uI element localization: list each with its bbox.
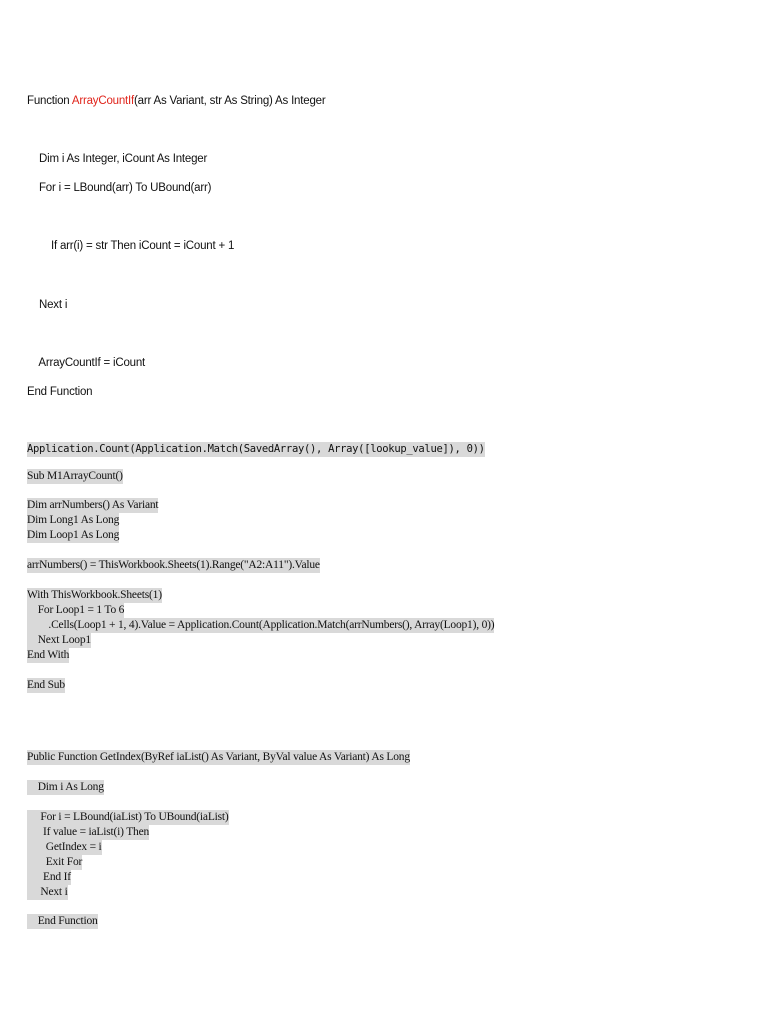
function-name: ArrayCountIf <box>71 95 135 107</box>
code-line: End With <box>27 649 70 661</box>
code-line: ArrayCountIf = iCount <box>27 357 146 369</box>
code-line: For i = LBound(arr) To UBound(arr) <box>27 182 212 194</box>
code-line: Exit For <box>27 856 83 868</box>
code-line-application-count <box>27 444 485 455</box>
function-signature: (arr As Variant, str As String) As Integer <box>134 95 326 107</box>
code-line: Dim Long1 As Long <box>27 514 120 526</box>
code-line: Dim Loop1 As Long <box>27 529 120 541</box>
code-line: arrNumbers() = ThisWorkbook.Sheets(1).Range("A2:A11").Value <box>27 559 320 571</box>
code-line: For i = LBound(iaList) To UBound(iaList) <box>27 811 229 823</box>
code-line: Dim i As Integer, iCount As Integer <box>27 153 208 165</box>
code-line: Public Function GetIndex(ByRef iaList() As Variant, ByVal value As Variant) As Long <box>27 751 410 763</box>
code-line: Dim i As Long <box>27 781 104 793</box>
code-line: End If <box>27 871 71 883</box>
code-line: Next Loop1 <box>27 634 91 646</box>
highlighted-code: Application.Count(Application.Match(SavedArray(), Array([lookup_value]), 0)) <box>27 443 485 455</box>
code-line: With ThisWorkbook.Sheets(1) <box>27 589 162 601</box>
code-line: Next i <box>27 886 68 898</box>
function-keyword: Function <box>27 95 72 107</box>
code-line: Dim arrNumbers() As Variant <box>27 499 159 511</box>
code-line: For Loop1 = 1 To 6 <box>27 604 125 616</box>
code-line: Next i <box>27 299 68 311</box>
code-line: End Function <box>27 915 98 927</box>
code-line: End Function <box>27 386 93 398</box>
code-line: If value = iaList(i) Then <box>27 826 150 838</box>
code-line: GetIndex = i <box>27 841 102 853</box>
code-line: Sub M1ArrayCount() <box>27 470 123 482</box>
code-line: End Sub <box>27 679 65 691</box>
code-line: .Cells(Loop1 + 1, 4).Value = Application.Count(Application.Match(arrNumbers(), Array(Loop1), 0)) <box>27 619 495 631</box>
code-line-function-header <box>27 96 325 108</box>
code-line: If arr(i) = str Then iCount = iCount + 1 <box>27 240 235 252</box>
